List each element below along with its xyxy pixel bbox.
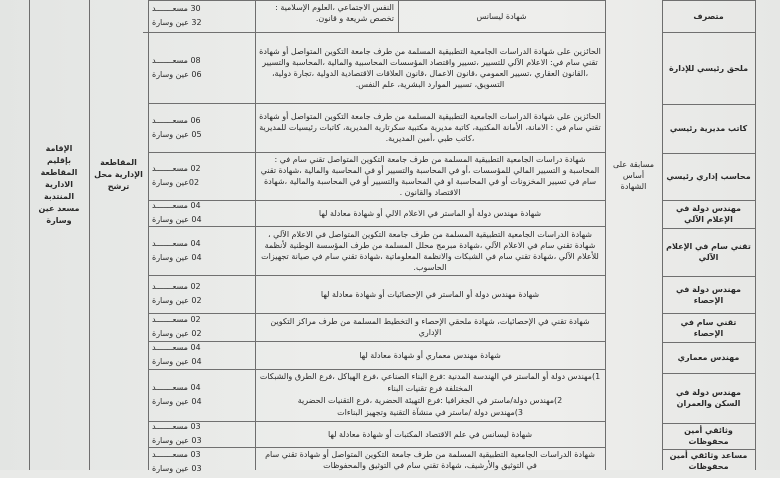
count-ainoussara: 32 عين وسارة bbox=[152, 18, 202, 27]
count-cell bbox=[148, 0, 255, 32]
rank-cell: متصرف bbox=[693, 11, 724, 21]
count-ainoussara: 06 عين وسارة bbox=[152, 69, 202, 79]
recruitment-method-label: مسابقة على أساس الشهادة bbox=[612, 159, 655, 191]
count-ainoussara: 02عين وسارة bbox=[152, 178, 200, 187]
qualification-cell: شهادة دراسات الجامعية التطبيقية المسلمة من طرف جامعة التكوين المتواصل تقني سام في : المحاسبة و التسيير المالي للمؤسسات ،أو في المحاسبة والتسيير أو في المحاسبة والمالية ،شهادة تقني سام في تسيير المخزونات أو في المحاسبة او في المحاسبة والتسيير أو في المحاسبة والمالية ،شهادة الاقتصاد والقانون . bbox=[260, 155, 600, 197]
count-cell bbox=[148, 313, 255, 341]
qualification-cell: الحائزين على شهادة الدراسات الجامعية التطبيقية المسلمة من طرف جامعة التكوين المتواصل أو شهادة تقني سام في: الاعلام الآلي للتسيير ،تسيير واقتصاد المؤسسات المحاسبية والمالية ،المحاسبة والتسيير ،القانون العقاري ،تسيير العمومي ،قانون الاعمال ،قانون العلاقات الاقتصادية الدولية ،تجارة دولية، التسويق، تسيير الموارد البشرية، علم النفس. bbox=[259, 46, 601, 89]
qualification-cell bbox=[255, 369, 605, 421]
rank-cell: ملحق رئيسي للإدارة bbox=[668, 63, 749, 73]
count-cell bbox=[148, 421, 255, 447]
qualification-cell: شهادة مهندس دولة أو الماستر في الاعلام الالي أو شهادة معادلة لها bbox=[318, 208, 542, 218]
count-cell bbox=[148, 103, 255, 152]
count-ainoussara: 02 عين وسارة bbox=[152, 329, 202, 338]
count-cell bbox=[148, 447, 255, 475]
qualification-line: 3)مهندس دولة /ماستر في منشآة التقنية وتجهيز البناءات bbox=[337, 408, 523, 417]
qualification-cell: شهادة ليسانس في علم الاقتصاد المكتبات أو شهادة معادلة لها bbox=[327, 429, 533, 439]
count-messaad: 04 مسعـــــــد bbox=[152, 383, 201, 392]
count-ainoussara: 03 عين وسارة bbox=[152, 436, 202, 445]
count-cell bbox=[148, 32, 255, 103]
qualification-line: 1)مهندس دولة أو الماستر في الهندسة المدنية :فرع البناء الصناعي ،فرع الهياكل ،فرع الطرق والشبكات المختلفة فرع تقنيات البناء bbox=[259, 372, 601, 393]
rank-cell: وثائقي أمين محفوظات bbox=[684, 426, 733, 446]
count-messaad: 03 مسعـــــــد bbox=[152, 450, 201, 459]
residence-column-label: الإقامة بإقليم المقاطعة الادارية المنتدبة مسعد عين وسارة bbox=[38, 144, 80, 225]
qualification-cell: شهادة الدراسات الجامعية التطبيقية المسلمة من طرف جامعة التكوين المتواصل أو شهادة تقني سام في التوثيق والأرشيف، شهادة تقني سام في التوثيق والمحفوظات bbox=[265, 450, 595, 470]
count-cell bbox=[148, 341, 255, 369]
qualification-line: 2)مهندس دولة/ماستر في الجغرافيا :فرع التهيئة الحضرية ،فرع التقنيات الحضرية bbox=[297, 396, 563, 405]
count-cell bbox=[148, 226, 255, 275]
count-cell bbox=[148, 152, 255, 200]
count-ainoussara: 03 عين وسارة bbox=[152, 464, 202, 473]
count-ainoussara: 05 عين وسارة bbox=[152, 129, 202, 139]
qualification-specialties-cell: النفس الاجتماعي ،العلوم الإسلامية : تخصص شريعة و قانون. bbox=[275, 3, 394, 23]
count-ainoussara: 02 عين وسارة bbox=[152, 296, 202, 305]
count-messaad: 08 مسعـــــــد bbox=[152, 55, 201, 65]
count-messaad: 03 مسعـــــــد bbox=[152, 422, 201, 431]
rank-cell: محاسب إداري رئيسي bbox=[666, 172, 751, 181]
count-messaad: 02 مسعـــــــد bbox=[152, 282, 201, 291]
count-ainoussara: 04 عين وسارة bbox=[152, 252, 202, 262]
count-messaad: 04 مسعـــــــد bbox=[152, 343, 201, 352]
count-cell bbox=[148, 200, 255, 226]
rank-cell: مهندس دولة في الإحصاء bbox=[676, 284, 741, 305]
rank-cell: تقني سام في الإحصاء bbox=[680, 317, 737, 338]
count-messaad: 04 مسعـــــــد bbox=[152, 201, 201, 210]
qualification-cell: شهادة تقني في الإحصائيات، شهادة ملحقي الإحصاء و التخطيط المسلمة من طرف مراكز التكوين الإداري bbox=[270, 317, 590, 337]
rank-cell: مهندس دولة في السكن والعمران bbox=[676, 388, 741, 408]
count-messaad: 30 مسعـــــــد bbox=[152, 4, 201, 13]
column-divider bbox=[89, 0, 90, 470]
column-divider bbox=[605, 0, 606, 470]
qualification-cell: شهادة مهندس دولة أو الماستر في الإحصائيات أو شهادة معادلة لها bbox=[320, 289, 540, 299]
district-column-label: المقاطعة الإدارية محل ترشح bbox=[94, 158, 143, 191]
qualification-cell: شهادة مهندس معماري أو شهادة معادلة لها bbox=[359, 350, 501, 360]
count-cell bbox=[148, 275, 255, 313]
count-messaad: 06 مسعـــــــد bbox=[152, 115, 201, 125]
count-messaad: 02 مسعـــــــد bbox=[152, 315, 201, 324]
count-ainoussara: 04 عين وسارة bbox=[152, 397, 202, 406]
column-divider bbox=[755, 0, 756, 470]
qualification-cell: شهادة الدراسات الجامعية التطبيقية المسلمة من طرف جامعة التكوين المتواصل في الاعلام الآلي ، شهادة تقني سام في الاعلام الآلي ،شهادة مبرمج محلل المسلمة من طرف المؤسسة الوطنية لأنظمة للأعلام الآلي ،شهادة تقني سام في الشبكات والانظمة المعلوماتية ،شهادة تقني سام في صيانة تجهيزات الحاسوب. bbox=[261, 229, 599, 272]
count-ainoussara: 04 عين وسارة bbox=[152, 215, 202, 224]
rank-cell: مهندس معماري bbox=[677, 353, 740, 362]
rank-cell: كاتب مديرية رئيسي bbox=[669, 124, 748, 133]
count-messaad: 04 مسعـــــــد bbox=[152, 238, 201, 248]
rank-cell: مهندس دولة في الإعلام الآلي bbox=[676, 204, 741, 224]
count-messaad: 02 مسعـــــــد bbox=[152, 164, 201, 173]
rank-cell: تقني سام في الإعلام الآلي bbox=[666, 242, 751, 262]
count-cell bbox=[148, 369, 255, 421]
rank-cell: مساعد وثائقي أمين محفوظات bbox=[669, 451, 748, 471]
count-ainoussara: 04 عين وسارة bbox=[152, 357, 202, 366]
qualification-cell: الحائزين على شهادة الدراسات الجامعية التطبيقية المسلمة من طرف جامعة التكوين المتواصل أو شهادة تقني سام في : الامانة، الأمانة المكتبية، كاتبة مديرية مكتبية سكرتارية المديرية، كاتبات رئيسيات للمديرية ،كاتب طبي ،أمين المديرية. bbox=[259, 112, 601, 143]
qualification-cell: شهادة ليسانس bbox=[476, 11, 527, 21]
